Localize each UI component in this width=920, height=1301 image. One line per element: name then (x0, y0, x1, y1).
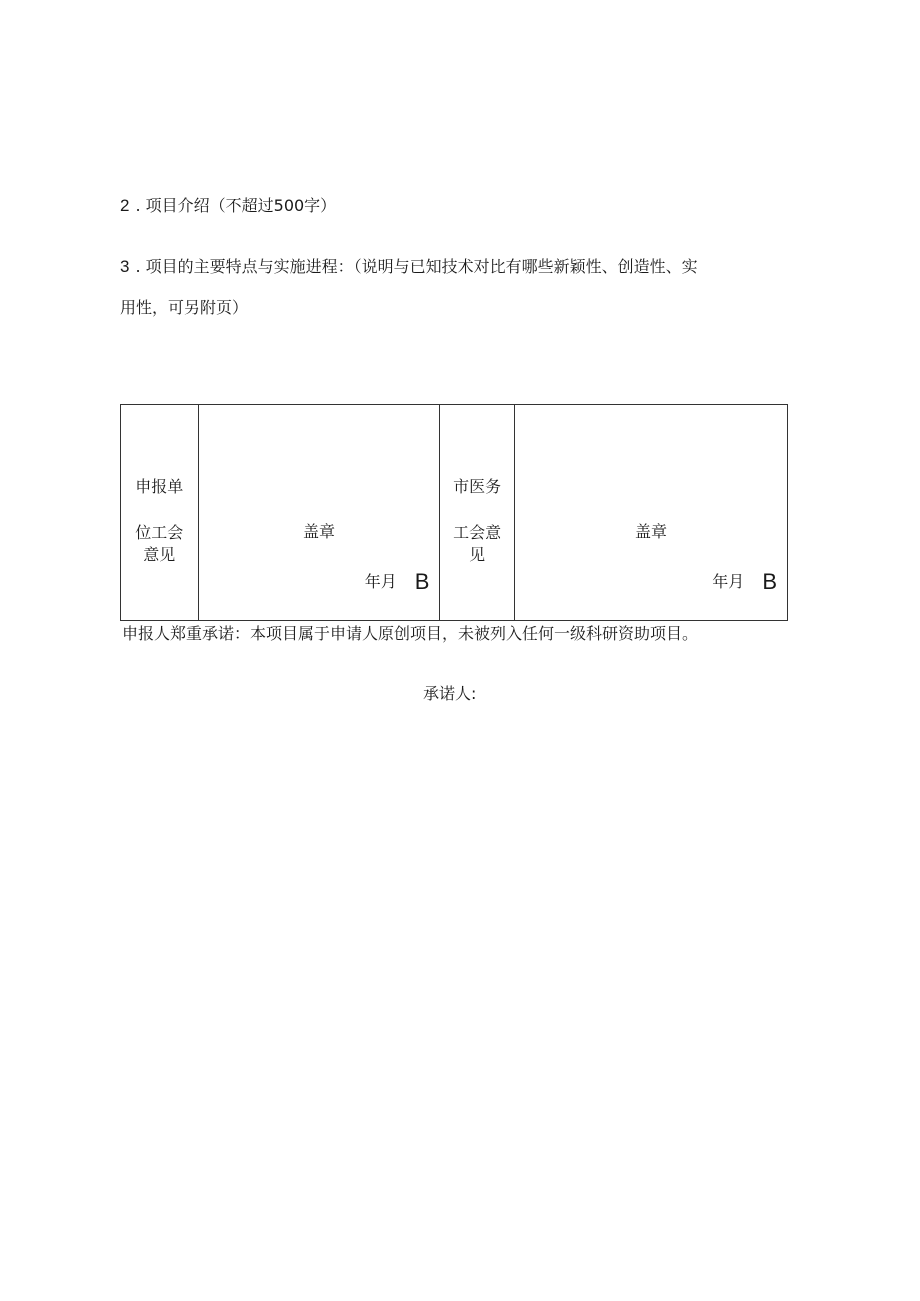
city-medical-union-label-line2: 工会意 (453, 523, 502, 542)
city-medical-union-date (712, 569, 777, 595)
section-2-number: 2 (120, 196, 130, 215)
section-3-number: 3 (120, 257, 130, 276)
unit-union-seal-label: 盖章 (302, 522, 335, 541)
unit-union-label-line2: 位工会 (135, 523, 184, 542)
unit-union-date (365, 569, 430, 595)
opinion-table (120, 404, 788, 621)
section-2-text: . 项目介绍（不超过500字） (135, 196, 337, 215)
city-medical-union-seal-label: 盖章 (634, 522, 667, 541)
unit-union-day-mark: B (414, 569, 430, 594)
city-medical-union-day-mark: B (762, 569, 777, 594)
unit-union-label-line3: 意见 (143, 545, 176, 564)
city-medical-union-year-month: 年月 (712, 572, 745, 591)
pledger-signature-label: 承诺人: (423, 684, 477, 703)
city-medical-union-opinion-cell[interactable] (514, 405, 787, 621)
city-medical-union-label-cell (440, 405, 515, 621)
unit-union-label-line1: 申报单 (135, 477, 184, 496)
section-2-heading (120, 196, 336, 216)
unit-union-year-month: 年月 (364, 572, 397, 591)
city-medical-union-label-line1: 市医务 (453, 477, 502, 496)
unit-union-opinion-cell[interactable] (198, 405, 440, 621)
section-3-heading (120, 257, 698, 277)
section-3-text: . 项目的主要特点与实施进程：（说明与已知技术对比有哪些新颖性、创造性、实 (135, 257, 698, 276)
city-medical-union-label-line3: 见 (469, 545, 486, 564)
applicant-pledge: 申报人郑重承诺：本项目属于申请人原创项目，未被列入任何一级科研资助项目。 (122, 624, 699, 643)
unit-union-label-cell (121, 405, 199, 621)
section-3-continuation: 用性，可另附页） (120, 298, 249, 317)
